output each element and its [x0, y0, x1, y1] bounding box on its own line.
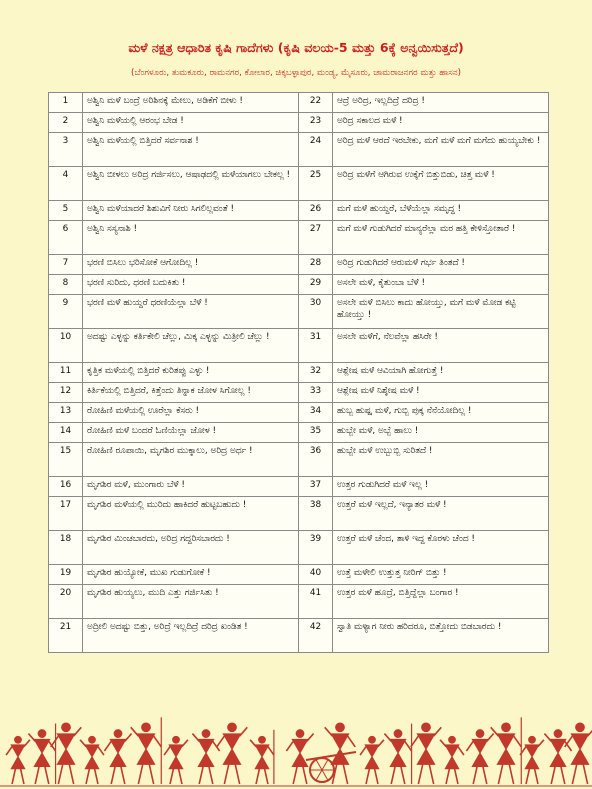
folk-figure [520, 736, 544, 784]
proverb-number: 25 [299, 167, 333, 201]
proverb-number: 18 [49, 531, 83, 565]
proverb-number: 4 [49, 167, 83, 201]
proverb-number: 21 [49, 619, 83, 653]
proverb-text: ಉತ್ತರ ಗುಡುಗಿದರೆ ಮಳೆ ಇಲ್ಲ ! [333, 477, 549, 497]
folk-figure [491, 717, 522, 784]
table-row [49, 329, 549, 363]
proverb-text: ಮಗೆ ಮಳೆ ಹುಯ್ದರೆ, ಬೆಳೆಯೆಲ್ಲಾ ಸಮೃದ್ಧ ! [333, 201, 549, 221]
folk-figure [6, 736, 30, 784]
proverb-text: ಅಸಲೇ ಮಳೆಗೆ, ನೆಲವೆಲ್ಲಾ ಹಸಿರೇ ! [333, 329, 549, 363]
proverb-number: 30 [299, 295, 333, 329]
page-title: ಮಳೆ ನಕ್ಷತ್ರ ಆಧಾರಿತ ಕೃಷಿ ಗಾದೆಗಳು (ಕೃಷಿ ವಲಯ-5 ಮತ್ತು 6ಕ್ಕೆ ಅನ್ವಯಿಸುತ್ತದೆ) [128, 40, 464, 55]
proverb-text: ರೋಹಿಣಿ ರೂಪಾಯಿ, ಮೃಗಶಿರ ಮುಕ್ಕಾಲು, ಅರಿದ್ರ ಅರ್ಧ ! [83, 443, 299, 477]
proverb-number: 28 [299, 255, 333, 275]
proverb-text: ಅಸಲೇ ಮಳೆ ಬಿಸಿಲು ಕಾದು ಹೋಯ್ತು, ಮಗೆ ಮಳೆ ಮೋಡ ಕಟ್ಟಿ ಹೋಯ್ತು ! [333, 295, 549, 329]
proverb-number: 36 [299, 443, 333, 477]
proverb-text: ಉತ್ತೆ ಮಳೇಲಿ ಉತ್ತುತ್ತ ನೀರಿಗ್ ಬಿತ್ತು ! [333, 565, 549, 585]
proverb-number: 22 [299, 93, 333, 113]
proverb-number: 31 [299, 329, 333, 363]
proverb-number: 39 [299, 531, 333, 565]
proverb-number: 27 [299, 221, 333, 255]
table-row [49, 201, 549, 221]
proverb-text: ಆಶ್ಲೇಷ ಮಳೆ ಆವಿಯಾಗಿ ಹೋಗುತ್ತೆ ! [333, 363, 549, 383]
table-row [49, 255, 549, 275]
proverb-number: 24 [299, 133, 333, 167]
table-row [49, 363, 549, 383]
proverb-text: ಅರಿದ್ರ ಗುಡುಗಿದರೆ ಆರುಮಳೆ ಗರ್ಭ ತಿಂತದೆ ! [333, 255, 549, 275]
page-subtitle: (ಬೆಂಗಳೂರು, ತುಮಕೂರು, ರಾಮನಗರ, ಕೋಲಾರ, ಚಿಕ್ಕಬಳ್ಳಾಪುರ, ಮಂಡ್ಯ, ಮೈಸೂರು, ಚಾಮರಾಜನಗರ ಮತ್ತು ಹಾಸನ) [130, 68, 461, 78]
table-row [49, 113, 549, 133]
proverb-number: 5 [49, 201, 83, 221]
proverb-number: 37 [299, 477, 333, 497]
folk-figure [250, 730, 274, 784]
proverb-text: ಕೃತ್ತಿಕ ಮಳೆಯಲ್ಲಿ ಬಿತ್ತಿದರೆ ಕುರಿತಪ್ಪು ಎಳ್ಳು ! [83, 363, 299, 383]
proverb-text: ಅಶ್ವಿನಿ ಬೀಳಲು ಅರಿದ್ರ ಗರ್ಜಿಸಲು, ಆಷಾಢದಲ್ಲಿ ಮಳೆಯಾಗಲು ಬೇಕಲ್ಲ ! [83, 167, 299, 201]
folk-figure [164, 736, 188, 784]
folk-figure [131, 717, 162, 784]
proverb-text: ಮೃಗಶಿರ ಹುಯ್ಯಲು, ಮುದಿ ಎತ್ತು ಗರ್ಜಿಸಿತು ! [83, 585, 299, 619]
table-row [49, 565, 549, 585]
table-row [49, 93, 549, 113]
proverb-number: 23 [299, 113, 333, 133]
folk-figure [28, 724, 55, 784]
proverb-text: ಭರಣಿ ಸುರಿದು, ಧರಣಿ ಬದುಕಿತು ! [83, 275, 299, 295]
proverb-number: 38 [299, 497, 333, 531]
proverb-number: 14 [49, 423, 83, 443]
proverb-text: ಉತ್ತರೆ ಮಳೆ ಚೆಂದ, ತಾಳಿ ಇದ್ದ ಕೊರಳು ಚೆಂದ ! [333, 531, 549, 565]
proverb-number: 3 [49, 133, 83, 167]
proverb-text: ಅಸಲೇ ಮಳೆ, ಕೈತುಂಬಾ ಬೆಳೆ ! [333, 275, 549, 295]
proverb-number: 33 [299, 383, 333, 403]
proverb-text: ಹುಬ್ಬ ಹುಷ್ಷ ಮಳೆ, ಗುಬ್ಬಿ ಪುಕ್ಕ ನೆನೆಯೋದಿಲ್ಲ ! [333, 403, 549, 423]
proverb-text: ಉತ್ತರೆ ಮಳೆ ಇಲ್ಲದೆ, ಇನ್ಯಾತರ ಮಳೆ ! [333, 497, 549, 531]
folk-figure [411, 723, 442, 784]
table-row [49, 497, 549, 531]
table-row [49, 423, 549, 443]
folk-figure [192, 730, 219, 784]
proverb-text: ರೋಹಿಣಿ ಮಳೆ ಬಂದರೆ ಓಣಿಯೆಲ್ಲಾ ಜೋಳ ! [83, 423, 299, 443]
proverb-number: 40 [299, 565, 333, 585]
proverb-text: ಅರಿದ್ರ ಮಳೆ ಆರದೆ ಇರಬೇಕು, ಮಗೆ ಮಳೆ ಮಗೆ ಮಗೆದು ಹುಯ್ಯಬೇಕು ! [333, 133, 549, 167]
proverb-text: ಮೃಗಶಿರ ಮಿಂಚಬಾರದು, ಅರಿದ್ರ ಗದ್ದರಿಸಬಾರದು ! [83, 531, 299, 565]
proverb-number: 1 [49, 93, 83, 113]
table-row [49, 443, 549, 477]
proverb-number: 17 [49, 497, 83, 531]
proverb-number: 35 [299, 423, 333, 443]
proverb-text: ಸ್ವಾತಿ ಮಳ್ಯಾಗ ನೀರು ಹರಿದರೂ, ಬಿತ್ತೋದು ಬಿಡಬಾರದು ! [333, 619, 549, 653]
proverb-text: ಮಗೆ ಮಳೆ ಗುಡುಗಿದರೆ ಮಾನ್ಯರೆಲ್ಲಾ ಮರ ಹತ್ತಿ ಕೇಳಿಸ್ತೋತಾರೆ ! [333, 221, 549, 255]
proverb-number: 29 [299, 275, 333, 295]
table-row [49, 221, 549, 255]
proverb-number: 6 [49, 221, 83, 255]
proverb-number: 15 [49, 443, 83, 477]
folk-figure [360, 736, 384, 784]
proverb-text: ರೋಹಿಣಿ ಮಳೆಯಲ್ಲಿ ಊರೆಲ್ಲಾ ಕೆಸರು ! [83, 403, 299, 423]
proverb-text: ಅಶ್ವಿನಿ ಮಳೆಯಾದರೆ ಶಿಶುವಿಗೆ ನೀರು ಸಿಗಲಿಲ್ಲವಂತೆ ! [83, 201, 299, 221]
folk-figure [440, 736, 464, 784]
proverb-number: 13 [49, 403, 83, 423]
proverb-number: 32 [299, 363, 333, 383]
proverb-number: 41 [299, 585, 333, 619]
table-row [49, 295, 549, 329]
folk-art-border-illustration [0, 708, 592, 789]
proverb-number: 7 [49, 255, 83, 275]
table-row [49, 477, 549, 497]
folk-figure [544, 730, 571, 784]
proverb-number: 9 [49, 295, 83, 329]
folk-figure [565, 723, 592, 784]
table-row [49, 275, 549, 295]
folk-figure [384, 724, 411, 784]
folk-figure [104, 730, 131, 784]
proverb-text: ಅಶ್ವಿನಿ ಮಳೆಯಲ್ಲಿ ಬಿತ್ತಿದರೆ ಸರ್ವನಾಶ ! [83, 133, 299, 167]
proverb-text: ಮೃಗಶಿರ ಮಳೆ, ಮುಂಗಾರು ಬೆಳೆ ! [83, 477, 299, 497]
table-row [49, 531, 549, 565]
proverb-number: 8 [49, 275, 83, 295]
table-row [49, 167, 549, 201]
proverb-text: ಕಿರ್ತಿಕೆಯಲ್ಲಿ ಬಿತ್ತಿದರೆ, ಕಿತ್ತೆಂದು ತಿನ್ನಾಕ ಜೋಳ ಸಿಗೋಲ್ಲ ! [83, 383, 299, 403]
proverb-text: ಅದ್ರೀಲಿ ಅದಷ್ಟು ಬಿತ್ತು, ಅರಿದ್ರೆ ಇಲ್ಲದಿದ್ರೆ ದರಿದ್ರ ಖಂಡಿತ ! [83, 619, 299, 653]
folk-figure [217, 723, 248, 784]
proverbs-table [48, 92, 549, 653]
table-row [49, 585, 549, 619]
proverb-text: ಹುಬ್ಬೇ ಮಳೆ, ಅಬ್ಬೆ ಹಾಲು ! [333, 423, 549, 443]
proverb-number: 42 [299, 619, 333, 653]
proverb-text: ಉತ್ತರ ಮಳೆ ಹೂದ್ರೆ, ಬಿತ್ತಿದ್ದೆಲ್ಲಾ ಬಂಗಾರ ! [333, 585, 549, 619]
proverb-text: ಹುಬ್ಬೇ ಮಳೆ ಉಬ್ಬುಬ್ಬಿ ಸುರಿತದೆ ! [333, 443, 549, 477]
proverb-text: ಭರಣಿ ಬಿಸಿಲು ಭರಿಸೋಕೆ ಆಗೋದಿಲ್ಲ ! [83, 255, 299, 275]
proverb-text: ಆದ್ರೆ ಅರಿದ್ರ, ಇಲ್ಲದಿದ್ರೆ ದರಿದ್ರ ! [333, 93, 549, 113]
table-row [49, 133, 549, 167]
proverb-text: ಅದಷ್ಟು ಎಳ್ಳನ್ನು ಕರ್ತಿಕೇಲಿ ಚೆಲ್ಲು, ಮಿಕ್ಕ ಎಳ್ಳನ್ನು ಮಿತ್ರೀಲಿ ಚೆಲ್ಲು ! [83, 329, 299, 363]
proverb-number: 26 [299, 201, 333, 221]
proverb-text: ಮೃಗಶಿರ ಹುಯ್ಯೋಕೆ, ಮುಖ ಗುಡುಗೋಕೆ ! [83, 565, 299, 585]
proverb-number: 19 [49, 565, 83, 585]
folk-figure [286, 730, 313, 784]
table-row [49, 403, 549, 423]
proverb-text: ಮೃಗಶಿರ ಮಳೆಯಲ್ಲಿ ಮುರಿದು ಹಾಕಿದರೆ ಹುಟ್ಟಬಹುದು ! [83, 497, 299, 531]
cart-wheel [306, 752, 356, 782]
proverb-number: 12 [49, 383, 83, 403]
proverb-number: 10 [49, 329, 83, 363]
proverb-number: 2 [49, 113, 83, 133]
proverb-text: ಅಶ್ವಿನಿ ಸಸ್ಯನಾಶಿ ! [83, 221, 299, 255]
proverb-text: ಭರಣಿ ಮಳೆ ಹುಯ್ದರೆ ಧರಣಿಯೆಲ್ಲಾ ಬೆಳೆ ! [83, 295, 299, 329]
proverb-number: 34 [299, 403, 333, 423]
proverb-number: 16 [49, 477, 83, 497]
proverb-text: ಅರಿದ್ರ ಮಳೆಗೆ ಆಗಿರುವ ಉಕ್ಕೆಗೆ ಬಿತ್ತುಬಿಡು, ಚಿತ್ತ ಮಳೆ ! [333, 167, 549, 201]
table-row [49, 619, 549, 653]
folk-figure [80, 736, 104, 784]
proverb-number: 20 [49, 585, 83, 619]
proverb-text: ಆಶ್ಲೇಷ ಮಳೆ ನಿಶ್ಶೇಷ ಮಳೆ ! [333, 383, 549, 403]
proverb-text: ಅಶ್ವಿನಿ ಮಳೆಯಲ್ಲಿ ಆರಂಭ ಬೇಡ ! [83, 113, 299, 133]
folk-figure [466, 730, 493, 784]
proverb-number: 11 [49, 363, 83, 383]
proverb-text: ಅಶ್ವಿನಿ ಮಳೆ ಬಂದ್ರೆ ಅರಿಶಿನಕ್ಕೆ ಮೇಲು, ಅಡಿಕೆಗೆ ಬೀಳು ! [83, 93, 299, 113]
table-row [49, 383, 549, 403]
proverb-text: ಅರಿದ್ರ ಸಕಾಲದ ಮಳೆ ! [333, 113, 549, 133]
